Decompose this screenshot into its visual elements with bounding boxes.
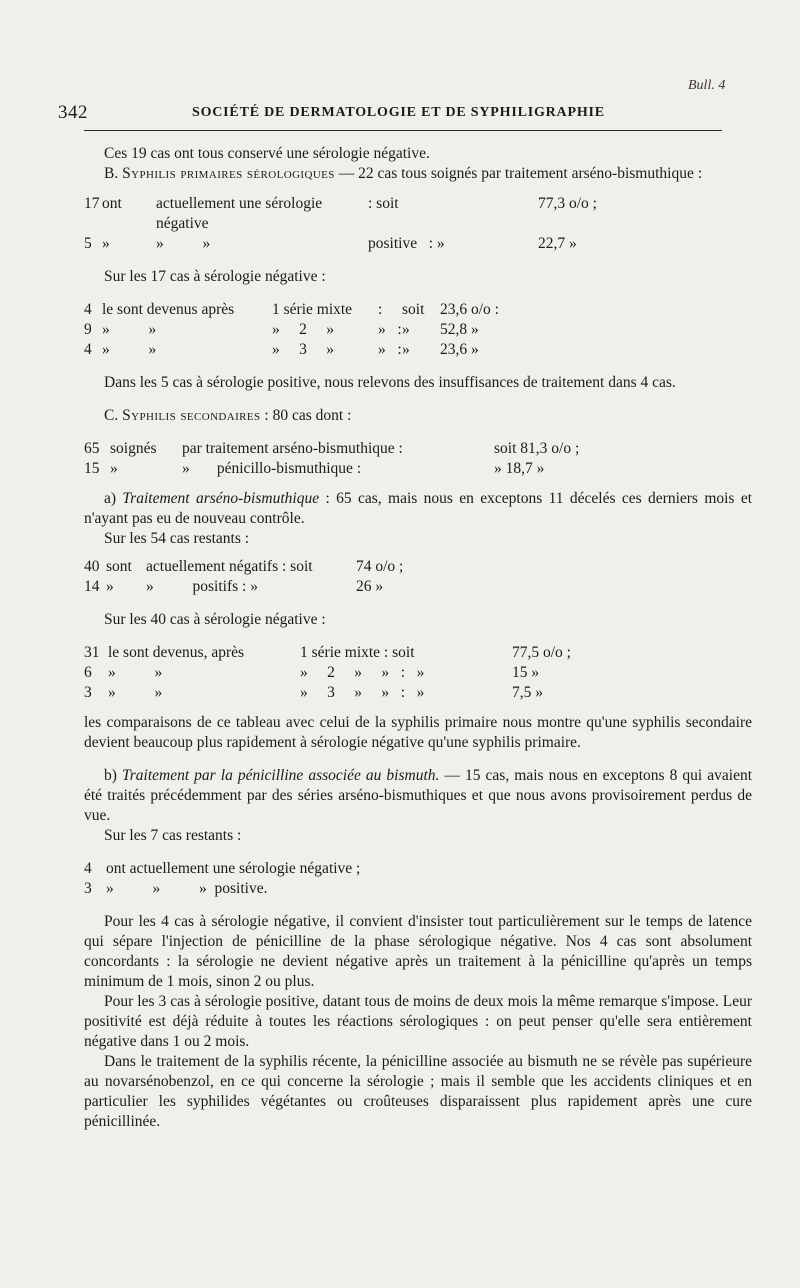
bulletin-mark: Bull. 4 <box>688 78 726 93</box>
table-row: 5 » » » positive : » 22,7 » <box>84 235 577 252</box>
paragraph: Dans le traitement de la syphilis récente, la pénicilline associée au bismuth ne se révèle pas supérieure au novarsénobenzol, en ce qui concerne la sérologie ; mais il semble que les accidents cliniques et en particulier les syphilides végétantes ou croûteuses disparaissent plus rapidement après une cure pénicillinée. <box>84 1053 752 1130</box>
table-c2 <box>84 557 752 597</box>
table-row: 14 » » positifs : » 26 » <box>84 578 384 595</box>
section-b-heading: B. Syphilis primaires sérologiques — 22 cas tous soignés par traitement arséno-bismuthique : <box>104 165 703 182</box>
paragraph: les comparaisons de ce tableau avec celui de la syphilis primaire nous montre qu'une syphilis secondaire devient beaucoup plus rapidement à sérologie négative qu'une syphilis primaire. <box>84 714 752 751</box>
table-b2 <box>84 300 752 360</box>
table-row: 6 » » » 2 » » : » 15 » <box>84 664 540 681</box>
table-row: 17 ont actuellement une sérologie négative : soit 77,3 o/o ; <box>84 195 597 232</box>
paragraph: Pour les 4 cas à sérologie négative, il convient d'insister tout particulièrement sur le temps de latence qui sépare l'injection de pénicilline de la phase sérologique négative. Nos 4 cas sont absolument concordants : la sérologie ne devient négative après un traitement à la pénicilline qu'après un temps minimum de 1 mois, sinon 2 ou plus. <box>84 913 752 990</box>
body-text <box>84 144 752 1132</box>
paragraph: Sur les 17 cas à sérologie négative : <box>104 268 326 285</box>
table-c <box>84 439 752 479</box>
running-head: SOCIÉTÉ DE DERMATOLOGIE ET DE SYPHILIGRAPHIE <box>192 105 605 120</box>
subsection-title: Traitement par la pénicilline associée au bismuth. <box>121 767 440 784</box>
subsection-title: Traitement arséno-bismuthique <box>122 490 320 507</box>
section-title: Syphilis secondaires <box>122 407 261 424</box>
table-c3 <box>84 643 752 703</box>
header-rule <box>84 130 722 131</box>
paragraph: Sur les 7 cas restants : <box>104 827 242 844</box>
table-c4 <box>84 859 752 899</box>
table-row: 3 » » » positive. <box>84 880 268 897</box>
paragraph: Dans les 5 cas à sérologie positive, nous relevons des insuffisances de traitement dans 4 cas. <box>104 374 676 391</box>
paragraph: Pour les 3 cas à sérologie positive, datant tous de moins de deux mois la même remarque s'impose. Leur positivité est déjà réduite à toutes les réactions sérologiques : on peut penser qu'elle sera entièrement négative dans 1 ou 2 mois. <box>84 993 752 1050</box>
subsection-b: b) Traitement par la pénicilline associée au bismuth. — 15 cas, mais nous en exceptons 8 qui avaient été traités précédemment par des séries arséno-bismuthiques et que nous avons provisoirement perdus de vue. <box>84 767 753 824</box>
table-row: 65 soignés par traitement arséno-bismuthique : soit 81,3 o/o ; <box>84 440 580 457</box>
section-title: Syphilis primaires sérologiques <box>122 165 335 182</box>
table-row: 4 le sont devenus après 1 série mixte : soit 23,6 o/o : <box>84 301 499 318</box>
table-row: 15 » » pénicillo-bismuthique : » 18,7 » <box>84 460 545 477</box>
page-number: 342 <box>58 102 88 123</box>
page-header <box>58 102 724 124</box>
paragraph: Sur les 40 cas à sérologie négative : <box>104 611 326 628</box>
table-row: 9 » » » 2 » » : » 52,8 » <box>84 321 479 338</box>
table-row: 4 » » » 3 » » : » 23,6 » <box>84 341 479 358</box>
paragraph: Ces 19 cas ont tous conservé une sérologie négative. <box>104 145 430 162</box>
table-row: 4 ont actuellement une sérologie négative ; <box>84 860 361 877</box>
table-row: 40 sont actuellement négatifs : soit 74 o/o ; <box>84 558 404 575</box>
subsection-a: a) Traitement arséno-bismuthique : 65 cas, mais nous en exceptons 11 décelés ces derniers mois et n'ayant pas eu de nouveau contrôle. <box>84 490 753 527</box>
table-b <box>84 194 752 254</box>
table-row: 3 » » » 3 » » : » 7,5 » <box>84 684 543 701</box>
table-row: 31 le sont devenus, après 1 série mixte : soit 77,5 o/o ; <box>84 644 571 661</box>
section-c-heading: C. Syphilis secondaires : 80 cas dont : <box>104 407 352 424</box>
paragraph: Sur les 54 cas restants : <box>104 530 250 547</box>
